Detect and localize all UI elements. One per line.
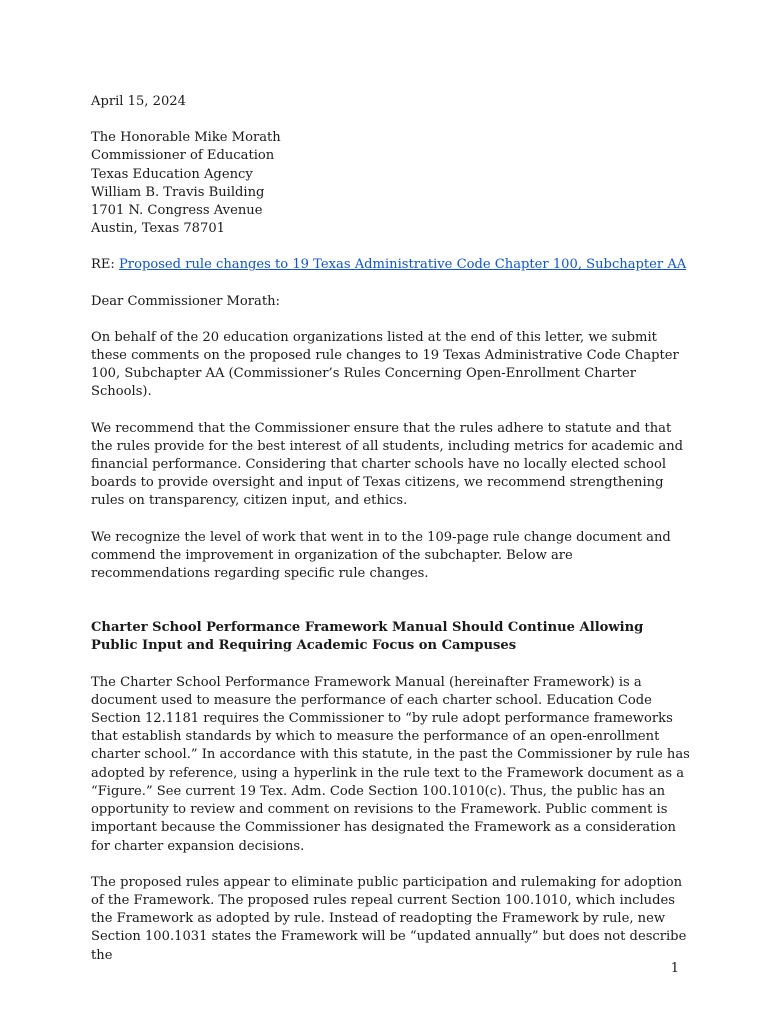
framework-paragraph: The Charter School Performance Framework Manual (hereinafter Framework) is a document used to measure the performance of each charter school. Education Code Section 12.1181 requires the Commissioner to “by rule adopt performance frameworks that establish standards by which to measure the performance of an open-enrollment charter school.” In accordance with this statute, in the past the Commissioner by rule has adopted by reference, using a hyperlink in the rule text to the Framework document as a “Figure.” See current 19 Tex. Adm. Code Section 100.1010(c). Thus, the public has an opportunity to review and comment on revisions to the Framework. Public comment is important because the Commissioner has designated the Framework as a consideration for charter expansion decisions. [91, 674, 690, 854]
proposed-rules-paragraph: The proposed rules appear to eliminate public participation and rulemaking for adoption of the Framework. The proposed rules repeal current Section 100.1010, which includes the Framework as adopted by rule. Instead of readopting the Framework by rule, new Section 100.1031 states the Framework will be “updated annually” but does not describe the [91, 874, 687, 963]
recipient-address [91, 129, 691, 238]
re-label: RE: [91, 257, 119, 273]
recipient-city: Austin, Texas 78701 [91, 221, 226, 237]
recognition-paragraph: We recognize the level of work that went in to the 109-page rule change document and commend the improvement in organization of the subchapter. Below are recommendations regarding specific rule changes. [91, 529, 671, 582]
salutation: Dear Commissioner Morath: [91, 293, 280, 309]
recipient-building: William B. Travis Building [91, 184, 265, 200]
recipient-title: Commissioner of Education [91, 148, 275, 164]
section-heading: Charter School Performance Framework Manual Should Continue Allowing Public Input and Requiring Academic Focus on Campuses [91, 620, 644, 654]
letter-page [91, 93, 691, 983]
section-spacer [91, 601, 691, 619]
recipient-name: The Honorable Mike Morath [91, 130, 281, 146]
re-link[interactable]: Proposed rule changes to 19 Texas Administrative Code Chapter 100, Subchapter AA [119, 257, 687, 273]
intro-paragraph: On behalf of the 20 education organizations listed at the end of this letter, we submit these comments on the proposed rule changes to 19 Texas Administrative Code Chapter 100, Subchapter AA (Commissioner’s Rules Concerning Open-Enrollment Charter Schools). [91, 329, 679, 400]
page-number: 1 [670, 961, 679, 976]
letter-date: April 15, 2024 [91, 94, 186, 109]
recommendation-paragraph: We recommend that the Commissioner ensure that the rules adhere to statute and that the rules provide for the best interest of all students, including metrics for academic and financial performance. Considering that charter schools have no locally elected school boards to provide oversight and input of Texas citizens, we recommend strengthening rules on transparency, citizen input, and ethics. [91, 420, 684, 509]
recipient-street: 1701 N. Congress Avenue [91, 203, 263, 219]
recipient-agency: Texas Education Agency [91, 166, 253, 182]
re-line [91, 256, 691, 274]
